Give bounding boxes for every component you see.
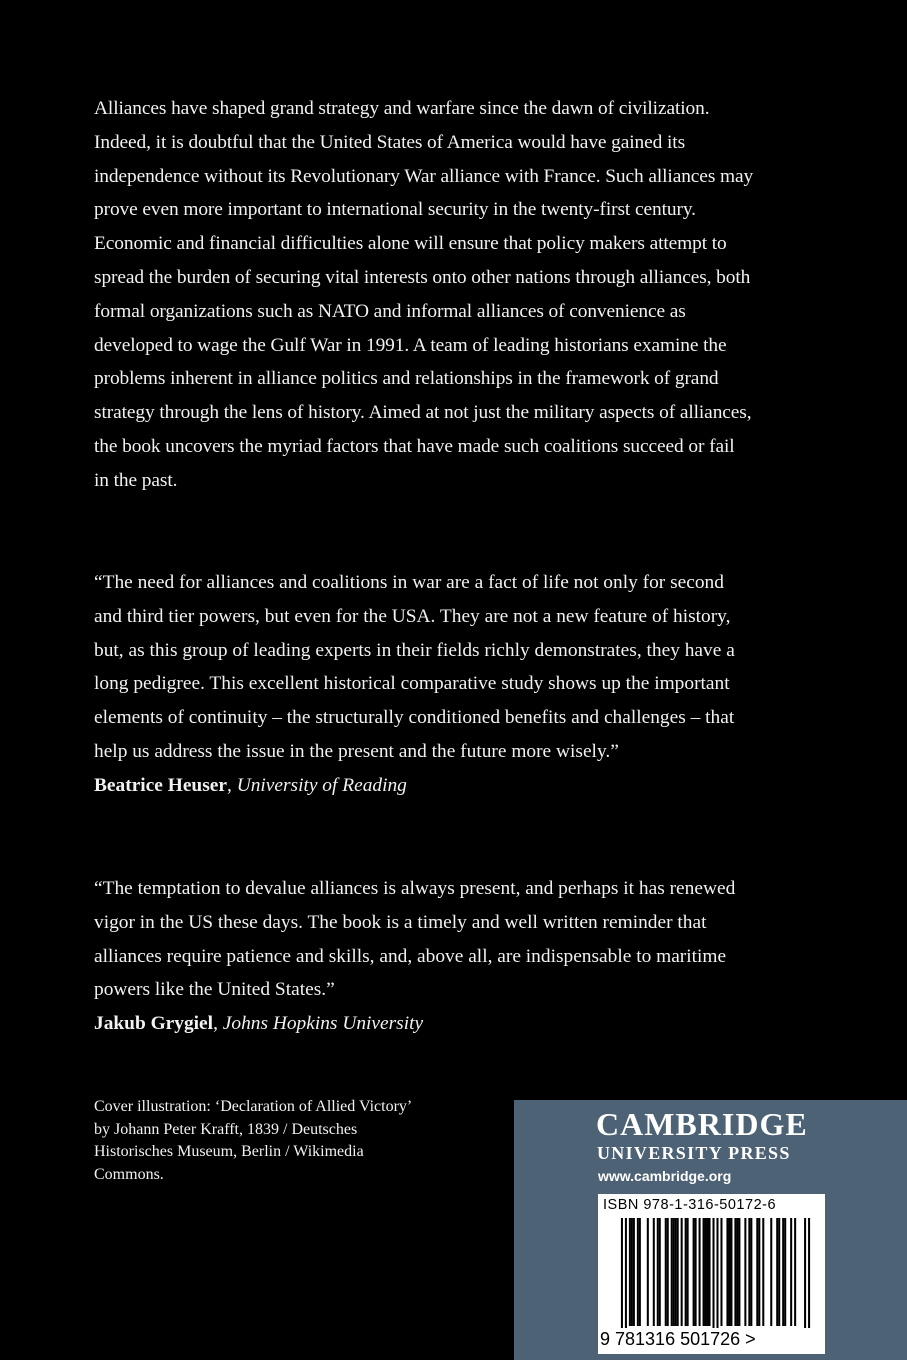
barcode-bar	[748, 1218, 750, 1326]
barcode-bar	[762, 1218, 764, 1326]
barcode-bar	[804, 1218, 806, 1334]
barcode-bar	[720, 1218, 722, 1326]
barcode-bar	[770, 1218, 772, 1326]
barcode-bar	[693, 1218, 695, 1326]
barcode-bar	[703, 1218, 705, 1326]
barcode-bar	[750, 1218, 752, 1326]
barcode-bar	[631, 1218, 633, 1326]
barcode-bar	[709, 1218, 711, 1326]
barcode-bar	[738, 1218, 740, 1326]
barcode-bar	[790, 1218, 792, 1326]
barcode-bar	[695, 1218, 697, 1326]
barcode-bar	[675, 1218, 677, 1326]
endorsement-1	[94, 566, 754, 803]
barcode-bar	[681, 1218, 683, 1326]
barcode-bars	[603, 1218, 820, 1334]
barcode-bar	[782, 1218, 784, 1326]
barcode-bar	[667, 1218, 669, 1326]
endorser-affiliation: University of Reading	[236, 774, 407, 796]
publisher-name: CAMBRIDGE	[596, 1106, 808, 1142]
back-cover-blurb: Alliances have shaped grand strategy and warfare since the dawn of civilization. Indeed, it is doubtful that the United States of America would have gained its independence without its Revolutionary War alliance with France. Such alliances may prove even more important to international security in the twenty-first century. Economic and financial difficulties alone will ensure that policy makers attempt to spread the burden of securing vital interests onto other nations through alliances, both formal organizations such as NATO and informal alliances of convenience as developed to wage the Gulf War in 1991. A team of leading historians examine the problems inherent in alliance politics and relationships in the framework of grand strategy through the lens of history. Aimed at not just the military aspects of alliances, the book uncovers the myriad factors that have made such coalitions succeed or fail in the past.	[94, 98, 754, 491]
barcode-bar	[657, 1218, 659, 1326]
barcode-bar	[621, 1218, 623, 1334]
barcode-bar	[653, 1218, 655, 1326]
barcode-bar	[744, 1218, 746, 1326]
barcode-bar	[687, 1218, 689, 1326]
endorser-name: Jakub Grygiel	[94, 1013, 214, 1035]
barcode-digits: 9 781316 501726 >	[600, 1328, 825, 1350]
barcode-bar	[665, 1218, 667, 1326]
barcode-bar	[728, 1218, 730, 1326]
barcode-bar	[637, 1218, 639, 1326]
barcode-bar	[685, 1218, 687, 1326]
isbn-label: ISBN 978-1-316-50172-6	[603, 1197, 777, 1213]
barcode-bar	[756, 1218, 758, 1326]
endorsement-attribution: Beatrice Heuser, University of Reading	[94, 774, 407, 796]
endorser-name: Beatrice Heuser	[94, 774, 227, 796]
barcode-bar	[778, 1218, 780, 1326]
barcode-bar	[671, 1218, 673, 1326]
barcode-bar	[726, 1218, 728, 1326]
barcode-bar	[794, 1218, 796, 1326]
barcode-bar	[734, 1218, 736, 1326]
barcode-bar	[677, 1218, 679, 1326]
barcode-bar	[629, 1218, 631, 1326]
barcode-bar	[647, 1218, 649, 1326]
barcode-bar	[758, 1218, 760, 1326]
barcode-bar	[784, 1218, 786, 1326]
barcode-bar	[716, 1218, 718, 1334]
barcode-bar	[639, 1218, 641, 1326]
barcode-bar	[776, 1218, 778, 1326]
endorser-affiliation: Johns Hopkins University	[222, 1013, 424, 1035]
endorsement-quote: “The temptation to devalue alliances is always present, and perhaps it has renewed vigor in the US these days. The book is a timely and well written reminder that alliances require patience and skills, and, above all, are indispensable to maritime powers like the United States.”	[94, 878, 736, 1001]
barcode-bar	[705, 1218, 707, 1326]
barcode-bar	[736, 1218, 738, 1326]
barcode-bar	[699, 1218, 701, 1326]
endorsement-quote: “The need for alliances and coalitions in war are a fact of life not only for second and third tier powers, but even for the USA. They are not a new feature of history, but, as this group of leading experts in their fields richly demonstrates, they have a long pedigree. This excellent historical comparative study shows up the important elements of continuity – the structurally conditioned benefits and challenges – that help us address the issue in the present and the future more wisely.”	[94, 572, 735, 762]
barcode-bar	[659, 1218, 661, 1326]
endorsement-attribution: Jakub Grygiel, Johns Hopkins University	[94, 1013, 424, 1035]
barcode-bar	[707, 1218, 709, 1326]
endorsement-2	[94, 872, 754, 1041]
barcode-bar	[713, 1218, 715, 1334]
barcode-bar	[625, 1218, 627, 1334]
barcode-bar	[633, 1218, 635, 1326]
barcode-bar	[673, 1218, 675, 1326]
publisher-panel	[514, 1100, 907, 1360]
barcode-bar	[808, 1218, 810, 1334]
publisher-subname: UNIVERSITY PRESS	[597, 1143, 791, 1163]
publisher-url: www.cambridge.org	[598, 1168, 732, 1184]
cover-illustration-credit: Cover illustration: ‘Declaration of Allied Victory’ by Johann Peter Krafft, 1839 / Deutsches Historisches Museum, Berlin / Wikimedia Commons.	[94, 1098, 412, 1183]
barcode-bar	[730, 1218, 732, 1326]
isbn-barcode	[598, 1194, 825, 1354]
